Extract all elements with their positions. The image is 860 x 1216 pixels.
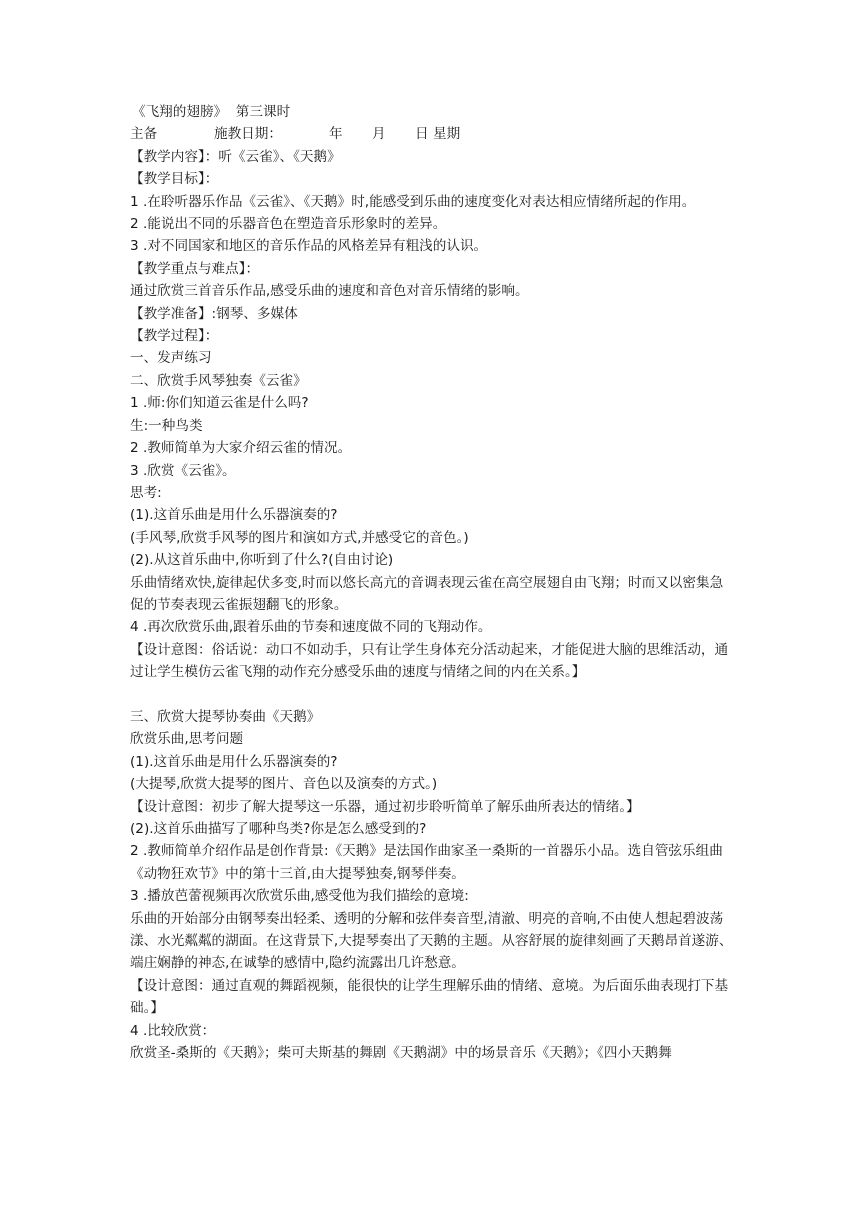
text-line: 【教学内容】：听《云雀》、《天鹅》 bbox=[130, 148, 341, 165]
body-section-one bbox=[130, 146, 736, 684]
text-line: 2 .能说出不同的乐器音色在塑造音乐形象时的差异。 bbox=[130, 216, 447, 233]
lesson-title: 《飞翔的翅膀》 第三课时 bbox=[132, 104, 291, 120]
lesson-header-row bbox=[130, 123, 736, 145]
blank-line bbox=[130, 684, 736, 706]
text-line: 1 .在聆听器乐作品《云雀》、《天鹅》时,能感受到乐曲的速度变化对表达相应情绪所起的作用。 bbox=[130, 193, 696, 210]
document-body bbox=[130, 101, 736, 1064]
text-line: 【教学过程】： bbox=[130, 328, 219, 345]
text-line: 乐曲的开始部分由钢琴奏出轻柔、透明的分解和弦伴奏音型,清澈、明亮的音响,不由使人想起碧波荡漾、水光粼粼的湖面。在这背景下,大提琴奏出了天鹅的主题。从容舒展的旋律刻画了天鹅昂首遂游、 端庄娴静的神态,在诚挚的感情中,隐约流露出几许愁意。 bbox=[130, 910, 737, 972]
text-line: 欣赏乐曲,思考问题 bbox=[130, 731, 244, 748]
header-weekday: 星期 bbox=[433, 126, 461, 143]
text-line: (大提琴,欣赏大提琴的图片、音色以及演奏的方式。) bbox=[130, 776, 438, 793]
text-line: 3 .播放芭蕾视频再次欣赏乐曲,感受他为我们描绘的意境: bbox=[130, 888, 469, 905]
text-line: 三、欣赏大提琴协奏曲《天鹅》 bbox=[130, 708, 321, 725]
header-day: 日 bbox=[415, 126, 429, 143]
text-line: 欣赏圣-桑斯的《天鹅》；柴可夫斯基的舞剧《天鹅湖》中的场景音乐《天鹅》；《四小天鹅舞 bbox=[130, 1045, 672, 1062]
text-line: 【教学目标】： bbox=[130, 171, 219, 188]
text-line: 2 .教师简单为大家介绍云雀的情况。 bbox=[130, 440, 352, 457]
text-line: 一、发声练习 bbox=[130, 350, 212, 367]
header-year: 年 bbox=[329, 126, 343, 143]
header-zhubei: 主备 bbox=[130, 126, 158, 143]
text-line: (1).这首乐曲是用什么乐器演奏的? bbox=[130, 753, 338, 770]
text-line: 【设计意图：通过直观的舞蹈视频，能很快的让学生理解乐曲的情绪、意境。为后面乐曲表现打下基础。】 bbox=[130, 977, 729, 1017]
text-line: 生:一种鸟类 bbox=[130, 417, 203, 434]
text-line: 1 .师:你们知道云雀是什么吗? bbox=[130, 395, 309, 412]
text-line: 二、欣赏手风琴独奏《云雀》 bbox=[130, 372, 307, 389]
header-teaching-date: 施教日期： bbox=[214, 126, 282, 143]
text-line: 4 .再次欣赏乐曲,跟着乐曲的节奏和速度做不同的飞翔动作。 bbox=[130, 619, 492, 636]
text-line: 通过欣赏三首音乐作品,感受乐曲的速度和音色对音乐情绪的影响。 bbox=[130, 283, 529, 300]
text-line: 乐曲情绪欢快,旋律起伏多变,时而以悠长高亢的音调表现云雀在高空展翅自由飞翔；时而又以密集急促的节奏表现云雀振翅翻飞的形象。 bbox=[130, 574, 724, 613]
header-month: 月 bbox=[372, 126, 386, 143]
text-line: 【设计意图：初步了解大提琴这一乐器，通过初步聆听简单了解乐曲所表达的情绪。】 bbox=[130, 798, 640, 815]
text-line: 2 .教师简单介绍作品是创作背景:《天鹅》是法国作曲家圣一桑斯的一首器乐小品。选自管弦乐组曲《动物狂欢节》中的第十三首,由大提琴独奏,钢琴伴奏。 bbox=[130, 843, 723, 882]
body-section-two bbox=[130, 706, 736, 1065]
text-line: (2).从这首乐曲中,你听到了什么?(自由讨论) bbox=[130, 552, 394, 569]
text-line: 【教学准备】:钢琴、多媒体 bbox=[130, 305, 298, 322]
text-line: 思考: bbox=[130, 484, 162, 501]
text-line: 【设计意图：俗话说：动口不如动手，只有让学生身体充分活动起来，才能促进大脑的思维活动，通过让学生模仿云雀飞翔的动作充分感受乐曲的速度与情绪之间的内在关系。】 bbox=[130, 641, 729, 681]
text-line: (手风琴,欣赏手风琴的图片和演如方式,并感受它的音色。) bbox=[130, 529, 469, 546]
text-line: (2).这首乐曲描写了哪种鸟类?你是怎么感受到的? bbox=[130, 820, 427, 837]
text-line: 4 .比较欣赏： bbox=[130, 1022, 216, 1039]
text-line: (1).这首乐曲是用什么乐器演奏的? bbox=[130, 507, 338, 524]
text-line: 【教学重点与难点】： bbox=[130, 260, 260, 277]
text-line: 3 .对不同国家和地区的音乐作品的风格差异有粗浅的认识。 bbox=[130, 238, 488, 255]
text-line: 3 .欣赏《云雀》。 bbox=[130, 462, 236, 479]
